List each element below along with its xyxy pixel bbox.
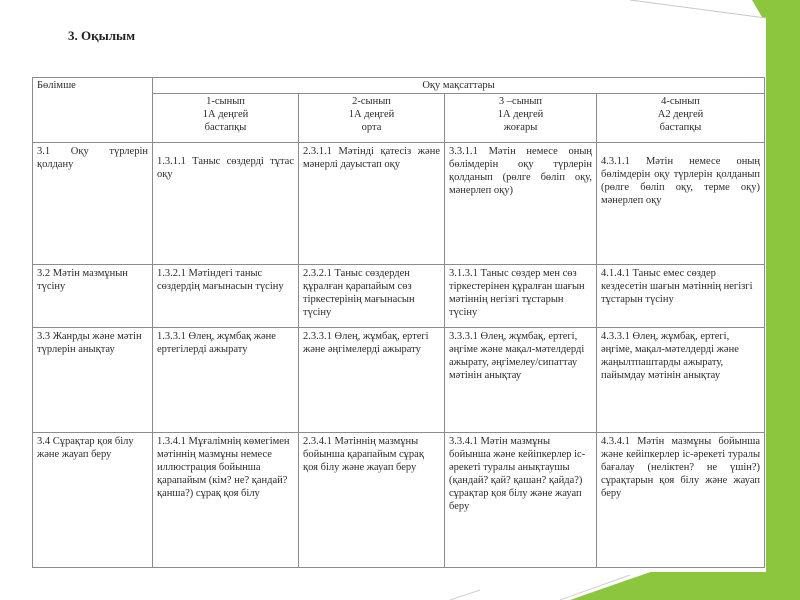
- grade-header-4: [597, 94, 765, 143]
- goal-cell: 3.3.1.1 Мәтін немесе оның бөлімдерін оқу түрлерін қолданып (рөлге бөліп оқу, мәнерлеп оқу): [445, 143, 597, 265]
- stage-label: жоғары: [503, 122, 538, 133]
- grade-header-1: [153, 94, 299, 143]
- grade-label: 4-сынып: [661, 96, 700, 107]
- section-heading: 3. Оқылым: [68, 28, 136, 43]
- stage-label: бастапқы: [659, 122, 702, 133]
- section-cell: 3.4 Сұрақтар қоя білу және жауап беру: [33, 433, 153, 568]
- goal-cell: 4.3.1.1 Мәтін немесе оның бөлімдерін оқу түрлерін қолданып (рөлге бөліп оқу, терме оқу) мәнерлеп оқу: [597, 143, 765, 265]
- green-corner-bottom: [570, 572, 800, 600]
- table-row: [33, 328, 765, 433]
- table-row: [33, 265, 765, 328]
- level-label: А2 деңгей: [657, 109, 704, 120]
- curriculum-table: [32, 77, 765, 568]
- stage-label: орта: [361, 122, 382, 133]
- level-label: 1А деңгей: [348, 109, 395, 120]
- goal-cell: 1.3.4.1 Мұғалімнің көмегімен мәтіннің мазмұны немесе иллюстрация бойынша қарапайым (кім? не? қандай? қанша?) сұрақ қоя білу: [153, 433, 299, 568]
- green-side-bar: [766, 18, 800, 600]
- goal-cell: 3.3.3.1 Өлең, жұмбақ, ертегі, әңгіме және мақал-мәтелдерді ажырату, әңгімелеу/сипаттау мәтінін анықтау: [445, 328, 597, 433]
- goal-cell: 4.1.4.1 Таныс емес сөздер кездесетін шағын мәтіннің негізгі тұстарын түсіну: [597, 265, 765, 328]
- grade-header-3: [445, 94, 597, 143]
- goals-header: Оқу мақсаттары: [153, 78, 765, 94]
- goal-cell: 4.3.3.1 Өлең, жұмбақ, ертегі, әңгіме, мақал-мәтелдерді және жаңылтпаштарды ажырату, пайымдау мәтінін анықтау: [597, 328, 765, 433]
- section-cell: 3.2 Мәтін мазмұнын түсіну: [33, 265, 153, 328]
- green-corner-top: [752, 0, 800, 18]
- table-row: [33, 143, 765, 265]
- grade-label: 1-сынып: [206, 96, 245, 107]
- goal-cell: 4.3.4.1 Мәтін мазмұны бойынша және кейіпкерлер іс-әрекеті туралы бағалау (неліктен? не үшін?) сұрақтарын қоя білу және жауап беру: [597, 433, 765, 568]
- goal-cell: 3.3.4.1 Мәтін мазмұны бойынша және кейіпкерлер іс-әрекеті туралы анықтаушы (қандай? қай? қашан? қайда?) сұрақтар қоя білу және жауап беру: [445, 433, 597, 568]
- grade-header-2: [299, 94, 445, 143]
- stage-label: бастапқы: [204, 122, 247, 133]
- goal-cell: 2.3.4.1 Мәтіннің мазмұны бойынша қарапайым сұрақ қоя білу және жауап беру: [299, 433, 445, 568]
- section-column-header: Бөлімше: [33, 78, 153, 143]
- goal-cell: 3.1.3.1 Таныс сөздер мен сөз тіркестерінен құралған шағын мәтіннің негізгі тұстарын түсіну: [445, 265, 597, 328]
- goal-cell: 2.3.1.1 Мәтінді қатесіз және мәнерлі дауыстап оқу: [299, 143, 445, 265]
- goal-cell: 1.3.2.1 Мәтіндегі таныс сөздердің мағынасын түсіну: [153, 265, 299, 328]
- table-header-row: [33, 78, 765, 94]
- grade-label: 3 –сынып: [498, 96, 543, 107]
- section-cell: 3.3 Жанрды және мәтін түрлерін анықтау: [33, 328, 153, 433]
- table-row: [33, 433, 765, 568]
- goal-cell: 1.3.1.1 Таныс сөздерді тұтас оқу: [153, 143, 299, 265]
- level-label: 1А деңгей: [497, 109, 544, 120]
- goal-cell: 2.3.3.1 Өлең, жұмбақ, ертегі және әңгімелерді ажырату: [299, 328, 445, 433]
- goal-cell: 2.3.2.1 Таныс сөздерден құралған қарапайым сөз тіркестерінің мағынасын түсіну: [299, 265, 445, 328]
- level-label: 1А деңгей: [202, 109, 249, 120]
- goal-cell: 1.3.3.1 Өлең, жұмбақ және ертегілерді ажырату: [153, 328, 299, 433]
- section-cell: 3.1 Оқу түрлерін қолдану: [33, 143, 153, 265]
- grade-label: 2-сынып: [352, 96, 391, 107]
